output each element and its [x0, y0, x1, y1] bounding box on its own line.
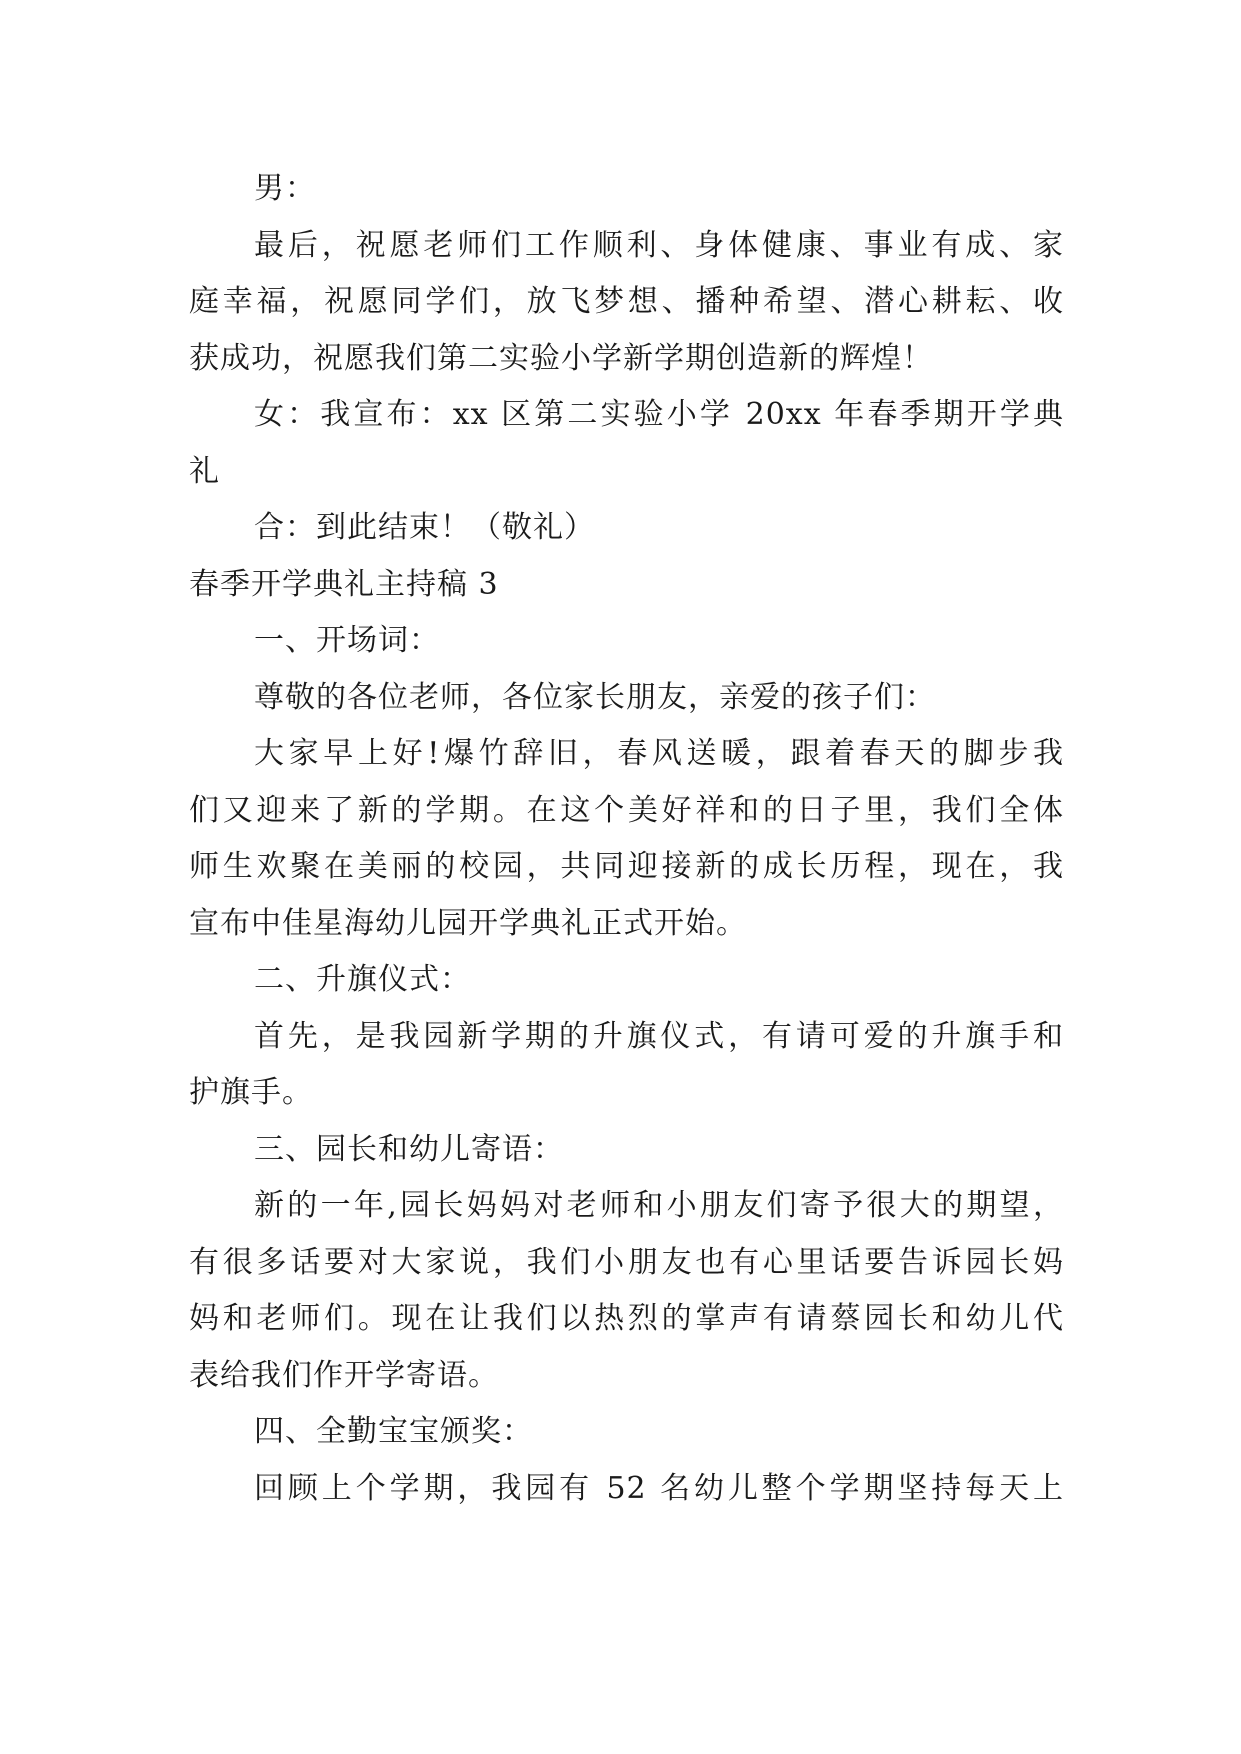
paragraph-line: 护旗手。	[189, 1075, 313, 1110]
section-heading: 一、开场词：	[254, 623, 440, 658]
section-title: 春季开学典礼主持稿 3	[189, 567, 499, 602]
paragraph-line: 获成功，祝愿我们第二实验小学新学期创造新的辉煌！	[189, 341, 933, 376]
paragraph-line: 回顾上个学期，我园有 52 名幼儿整个学期坚持每天上	[254, 1471, 1064, 1506]
paragraph-line: 最后，祝愿老师们工作顺利、身体健康、事业有成、家	[254, 228, 1064, 263]
paragraph-line: 合：到此结束！（敬礼）	[254, 510, 595, 545]
paragraph-line: 礼	[189, 454, 220, 489]
paragraph-line: 们又迎来了新的学期。在这个美好祥和的日子里，我们全体	[189, 793, 1064, 828]
paragraph-line: 大家早上好!爆竹辞旧，春风送暖，跟着春天的脚步我	[254, 736, 1064, 771]
paragraph-line: 尊敬的各位老师，各位家长朋友，亲爱的孩子们：	[254, 680, 936, 715]
speaker-male-label: 男：	[254, 171, 316, 206]
paragraph-line: 有很多话要对大家说，我们小朋友也有心里话要告诉园长妈	[189, 1245, 1064, 1280]
paragraph-line: 宣布中佳星海幼儿园开学典礼正式开始。	[189, 906, 747, 941]
paragraph-line: 新的一年,园长妈妈对老师和小朋友们寄予很大的期望，	[254, 1188, 1064, 1223]
paragraph-line: 表给我们作开学寄语。	[189, 1358, 499, 1393]
paragraph-line: 庭幸福，祝愿同学们，放飞梦想、播种希望、潜心耕耘、收	[189, 284, 1064, 319]
section-heading: 四、全勤宝宝颁奖：	[254, 1414, 533, 1449]
paragraph-line: 师生欢聚在美丽的校园，共同迎接新的成长历程，现在，我	[189, 849, 1064, 884]
paragraph-line: 首先，是我园新学期的升旗仪式，有请可爱的升旗手和	[254, 1019, 1064, 1054]
section-heading: 二、升旗仪式：	[254, 962, 471, 997]
section-heading: 三、园长和幼儿寄语：	[254, 1132, 564, 1167]
paragraph-line: 女：我宣布：xx 区第二实验小学 20xx 年春季期开学典	[254, 397, 1064, 432]
paragraph-line: 妈和老师们。现在让我们以热烈的掌声有请蔡园长和幼儿代	[189, 1301, 1064, 1336]
